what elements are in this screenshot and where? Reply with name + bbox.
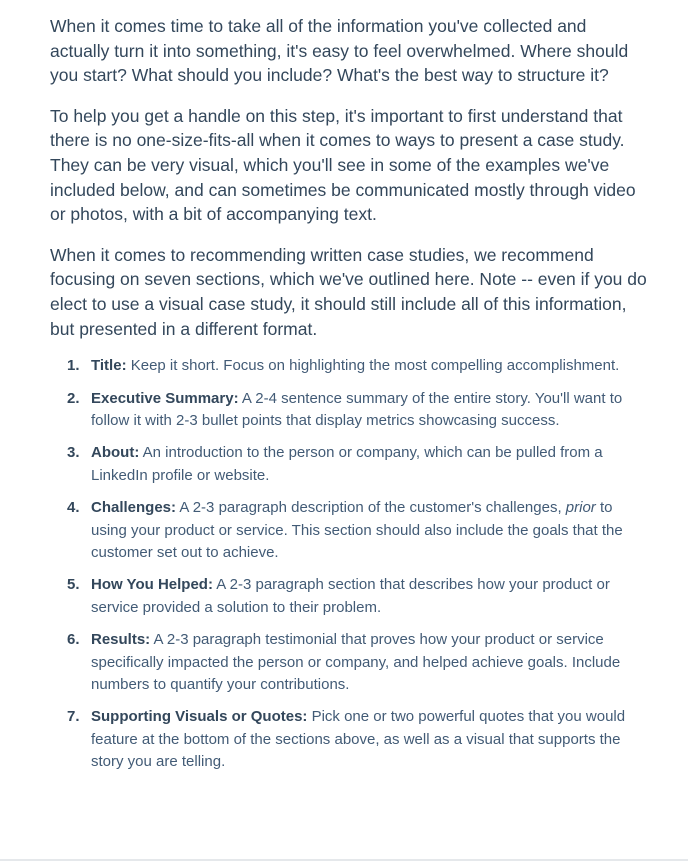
list-item-text: A 2-3 paragraph testimonial that proves how your product or service specifically impacted the person or company, and helped achieve goals. Include numbers to quantify your contributions.	[91, 631, 621, 693]
list-item-heading: Title:	[91, 357, 127, 375]
list-item-text-continued: to using your product or service. This section should also include the goals that the customer set out to achieve.	[91, 499, 623, 561]
list-item-results	[50, 629, 650, 696]
list-item-title	[50, 355, 650, 377]
article-body	[50, 14, 650, 786]
list-item-number: 2.	[67, 389, 80, 407]
list-item-number: 4.	[67, 499, 80, 517]
list-item-heading: About:	[91, 444, 140, 462]
list-item-heading: Results:	[91, 631, 151, 649]
intro-paragraph-1: When it comes time to take all of the information you've collected and actually turn it into something, it's easy to feel overwhelmed. Where should you start? What should you include? What's the best way to structure it?	[50, 16, 629, 86]
list-item-number: 6.	[67, 631, 80, 649]
case-study-sections-list	[50, 355, 650, 774]
intro-paragraph-3: When it comes to recommending written case studies, we recommend focusing on seven sections, which we've outlined here. Note -- even if you do elect to use a visual case study, it should still include all of this information, but presented in a different format.	[50, 244, 647, 339]
list-item-how-you-helped	[50, 574, 650, 619]
list-item-number: 3.	[67, 444, 80, 462]
intro-paragraph-2: To help you get a handle on this step, it's important to first understand that there is no one-size-fits-all when it comes to ways to present a case study. They can be very visual, which you'll see in some of the examples we've included below, and can sometimes be communicated mostly through video or photos, with a bit of accompanying text.	[50, 105, 636, 225]
list-item-text: Pick one or two powerful quotes that you would feature at the bottom of the sections above, as well as a visual that supports the story you are telling.	[91, 708, 626, 771]
list-item-emphasis: prior	[565, 499, 596, 517]
list-item-heading: Executive Summary:	[91, 389, 239, 407]
list-item-text: An introduction to the person or company, which can be pulled from a LinkedIn profile or website.	[91, 444, 603, 484]
list-item-heading: How You Helped:	[91, 576, 213, 594]
list-item-challenges	[50, 497, 650, 564]
list-item-text: A 2-4 sentence summary of the entire story. You'll want to follow it with 2-3 bullet points that display metrics showcasing success.	[91, 389, 623, 429]
list-item-heading: Supporting Visuals or Quotes:	[91, 708, 308, 726]
list-item-text: A 2-3 paragraph section that describes how your product or service provided a solution to their problem.	[91, 576, 610, 616]
list-item-executive-summary	[50, 388, 650, 433]
list-item-number: 5.	[67, 576, 80, 594]
list-item-number: 7.	[67, 708, 80, 726]
list-item-heading: Challenges:	[91, 499, 177, 517]
list-item-number: 1.	[67, 357, 80, 375]
list-item-about	[50, 442, 650, 487]
list-item-text: Keep it short. Focus on highlighting the most compelling accomplishment.	[126, 357, 620, 375]
list-item-supporting-visuals	[50, 706, 650, 773]
list-item-text: A 2-3 paragraph description of the customer's challenges,	[176, 499, 566, 517]
